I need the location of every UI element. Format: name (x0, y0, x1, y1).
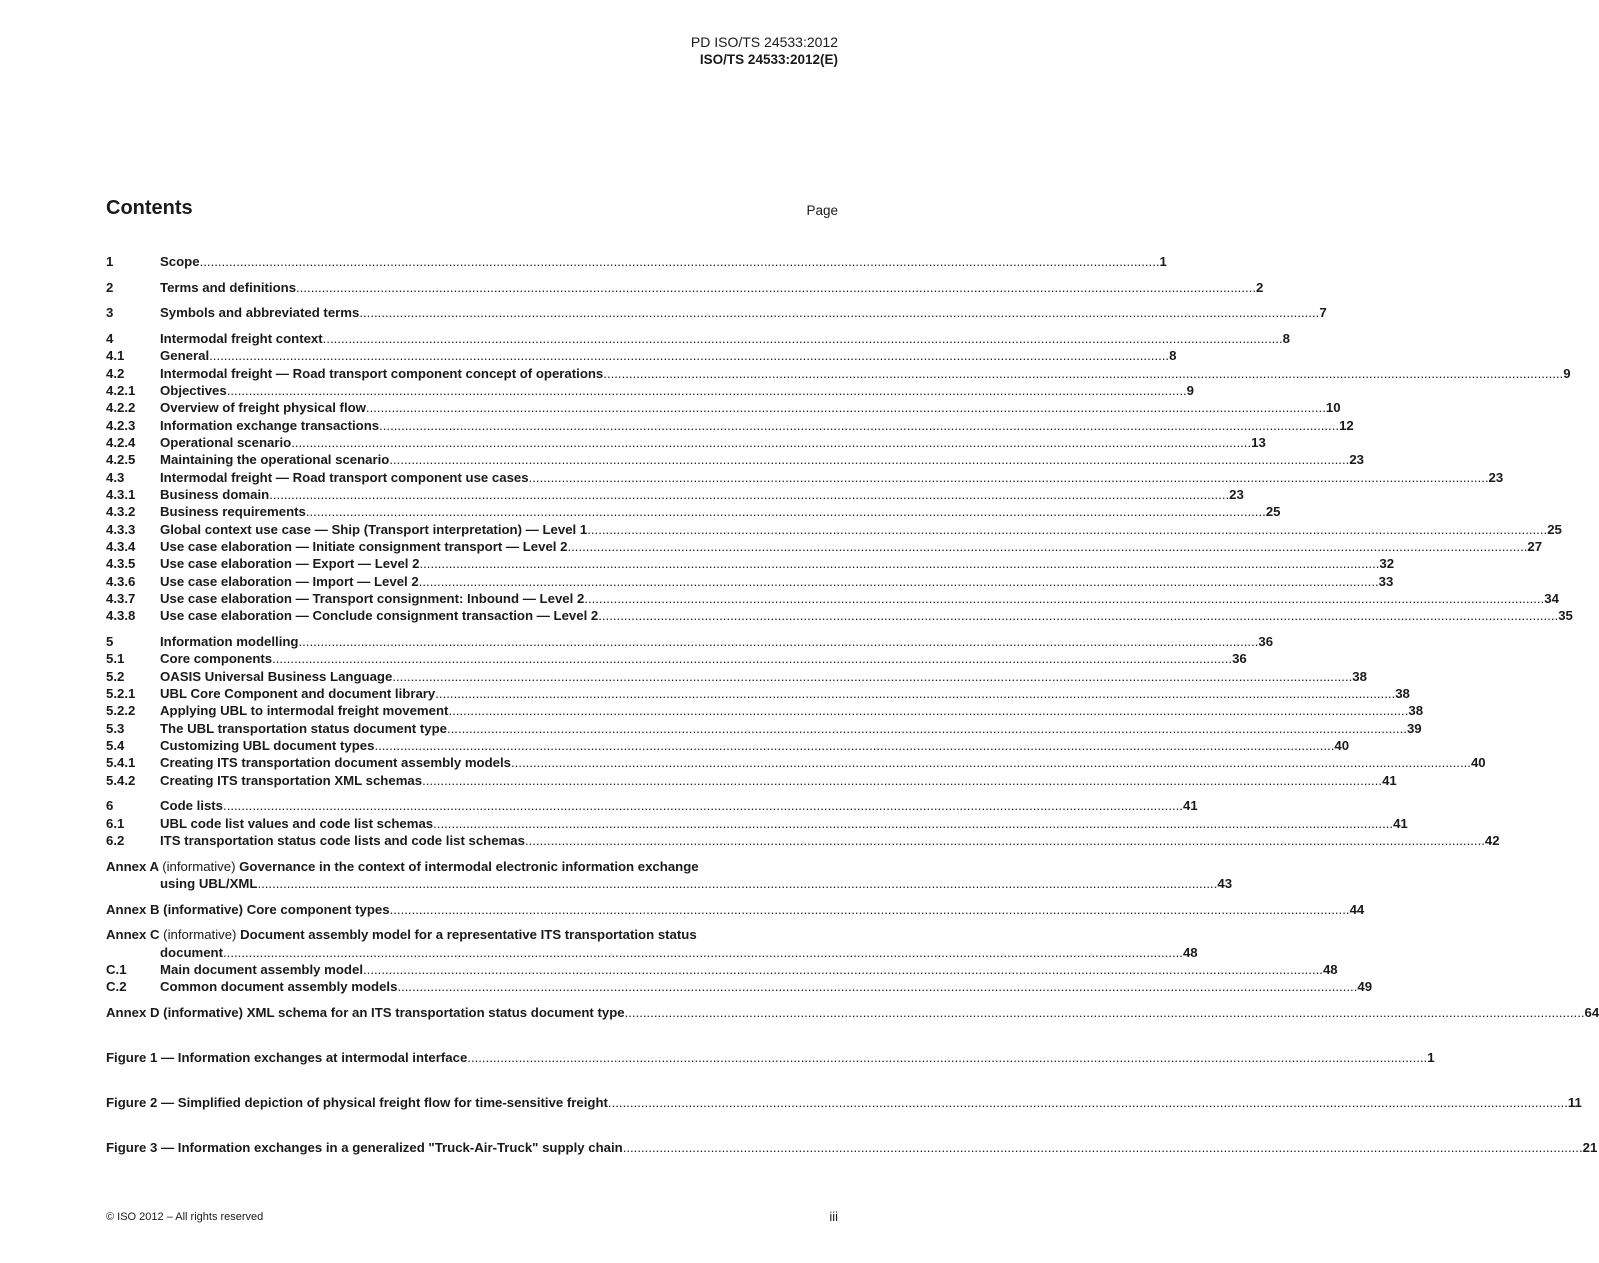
toc-entry-title: Use case elaboration — Import — Level 2 (160, 573, 419, 589)
toc-entry[interactable] (106, 668, 1367, 685)
dot-leader (359, 304, 1319, 321)
toc-entry[interactable] (106, 503, 1281, 520)
toc-entry-title: Core components (160, 651, 273, 667)
annex-title: Core component types (246, 901, 390, 917)
dot-leader (587, 521, 1547, 538)
toc-entry-number: 4.3.3 (106, 521, 136, 537)
annex-page: 64 (1584, 1005, 1599, 1021)
toc-entry-page: 23 (1488, 469, 1504, 485)
toc-entry[interactable] (106, 304, 1327, 321)
annex-title-line (106, 858, 837, 875)
dot-leader (435, 685, 1395, 702)
annex-informative: (informative) (163, 901, 244, 917)
dot-leader (567, 538, 1527, 555)
annex-title: Governance in the context of intermodal electronic information exchange (239, 858, 699, 874)
toc-entry-page: 9 (1563, 365, 1571, 381)
dot-leader (374, 737, 1334, 754)
toc-entry-title: Objectives (160, 382, 227, 398)
toc-entry-page: 8 (1282, 330, 1290, 346)
toc-annex-d[interactable] (106, 1004, 1599, 1021)
toc-entry-title: Operational scenario (160, 434, 292, 450)
table-of-contents (106, 253, 1599, 1156)
toc-entry-number: 5.1 (106, 651, 125, 667)
toc-entry-title: Terms and definitions (160, 279, 297, 295)
dot-leader (389, 451, 1349, 468)
toc-entry-page: 41 (1382, 772, 1397, 788)
dot-leader (296, 279, 1256, 296)
toc-entry[interactable] (106, 772, 1397, 789)
toc-entry[interactable] (106, 607, 1573, 624)
footer-page-number: iii (829, 1209, 838, 1224)
toc-entry-page: 42 (1484, 833, 1500, 849)
dot-leader (623, 1139, 1583, 1156)
toc-entry-title: Global context use case — Ship (Transport interpretation) — Level 1 (160, 521, 588, 537)
toc-entry-number: 4.3.5 (106, 556, 136, 572)
toc-entry-title: ITS transportation status code lists and code list schemas (160, 833, 525, 849)
annex-informative: (informative) (163, 927, 237, 943)
toc-entry-title: Main document assembly model (160, 962, 363, 978)
toc-entry[interactable] (106, 555, 1395, 572)
dot-leader (390, 901, 1350, 918)
toc-entry[interactable] (106, 832, 1500, 849)
toc-entry[interactable] (106, 399, 1341, 416)
toc-entry-title: Intermodal freight — Road transport component concept of operations (160, 365, 604, 381)
toc-entry[interactable] (106, 521, 1562, 538)
dot-leader (227, 382, 1187, 399)
toc-entry[interactable] (106, 702, 1424, 719)
toc-entry-page: 38 (1352, 668, 1367, 684)
dot-leader (306, 503, 1266, 520)
dot-leader (625, 1004, 1585, 1021)
toc-entry-number: 4.2.1 (106, 382, 136, 398)
toc-entry-number: 4.3.8 (106, 608, 136, 624)
toc-entry[interactable] (106, 978, 1373, 995)
toc-entry[interactable] (106, 347, 1177, 364)
spacer (106, 1111, 837, 1139)
annex-page: 43 (1217, 876, 1233, 892)
toc-entry-title: Common document assembly models (160, 979, 398, 995)
annex-heading (106, 901, 390, 918)
spacer (106, 996, 837, 1004)
toc-figure-entry[interactable] (106, 1139, 1598, 1156)
annex-title-continuation (106, 875, 1233, 892)
dot-leader (223, 944, 1183, 961)
toc-entry[interactable] (106, 434, 1266, 451)
toc-entry-page: 36 (1232, 651, 1247, 667)
toc-entry-page: 38 (1408, 703, 1424, 719)
toc-entry-number: 4.2.2 (106, 400, 136, 416)
toc-figure-entry[interactable] (106, 1049, 1435, 1066)
toc-entry-number: 5 (106, 634, 114, 650)
annex-title: Document assembly model for a representative ITS transportation status (240, 927, 697, 943)
toc-entry-page: 40 (1470, 755, 1486, 771)
toc-entry-title: Applying UBL to intermodal freight movement (160, 703, 449, 719)
toc-entry-title: Business requirements (160, 504, 306, 520)
toc-entry-title: Creating ITS transportation document assembly models (160, 755, 512, 771)
toc-entry-page: 40 (1334, 738, 1350, 754)
dot-leader (200, 253, 1160, 270)
dot-leader (291, 434, 1251, 451)
toc-entry-title: OASIS Universal Business Language (160, 668, 393, 684)
annex-label: Annex A (106, 858, 159, 874)
toc-entry-page: 11 (1567, 1094, 1582, 1110)
dot-leader (209, 347, 1169, 364)
toc-entry-number: 4.3.7 (106, 591, 136, 607)
toc-entry-title: Figure 3 — Information exchanges in a generalized "Truck-Air-Truck" supply chain (106, 1139, 623, 1155)
toc-annex-b[interactable] (106, 901, 1365, 918)
toc-entry-number: 4.2 (106, 365, 125, 381)
toc-entry-number: 6.2 (106, 833, 125, 849)
annex-page: 48 (1182, 944, 1198, 960)
toc-entry-page: 25 (1547, 521, 1562, 537)
toc-entry[interactable] (106, 815, 1408, 832)
dot-leader (397, 978, 1357, 995)
toc-entry-title: Intermodal freight — Road transport component use cases (160, 469, 529, 485)
toc-entry-number: 6.1 (106, 815, 125, 831)
toc-entry-page: 23 (1349, 452, 1364, 468)
toc-entry-number: 4.3.6 (106, 573, 136, 589)
toc-entry-title: Code lists (160, 798, 224, 814)
toc-entry-number: 5.2.2 (106, 703, 136, 719)
toc-entry-title: Information exchange transactions (160, 417, 380, 433)
toc-entry-page: 33 (1378, 573, 1394, 589)
toc-entry[interactable] (106, 451, 1364, 468)
toc-entry[interactable] (106, 486, 1244, 503)
toc-entry-number: 4.3.4 (106, 539, 136, 555)
toc-entry-number: 4.2.5 (106, 452, 136, 468)
toc-entry-page: 12 (1339, 417, 1354, 433)
toc-entry-title: Scope (160, 254, 200, 269)
dot-leader (269, 486, 1229, 503)
spacer (106, 892, 837, 900)
toc-annex-c[interactable] (106, 926, 1198, 961)
toc-entry-page: 1 (1427, 1050, 1435, 1066)
toc-entry[interactable] (106, 365, 1571, 382)
toc-entry-number: 5.2.1 (106, 686, 136, 702)
annex-title-continuation (106, 944, 1198, 961)
toc-entry[interactable] (106, 279, 1264, 296)
toc-entry-title: Symbols and abbreviated terms (160, 305, 360, 321)
toc-entry-title: UBL Core Component and document library (160, 686, 436, 702)
toc-entry-number: 1 (106, 254, 114, 269)
toc-entry-page: 7 (1319, 305, 1327, 321)
dot-leader (448, 702, 1408, 719)
toc-entry[interactable] (106, 754, 1486, 771)
toc-entry-number: 5.2 (106, 668, 125, 684)
toc-entry-number: 5.4.2 (106, 772, 136, 788)
toc-entry-number: 5.4 (106, 738, 125, 754)
spacer (106, 270, 837, 278)
toc-entry[interactable] (106, 737, 1350, 754)
toc-entry-page: 36 (1258, 634, 1274, 650)
toc-entry-page: 27 (1527, 539, 1543, 555)
annex-title-continued: using UBL/XML (160, 876, 258, 892)
annex-label: Annex D (106, 1005, 160, 1021)
toc-entry-number: 4.3.2 (106, 504, 136, 520)
annex-title: XML schema for an ITS transportation status document type (246, 1005, 625, 1021)
toc-entry-page: 49 (1357, 979, 1373, 995)
toc-entry-page: 41 (1393, 815, 1408, 831)
toc-entry-number: 4.1 (106, 348, 125, 364)
dot-leader (272, 650, 1232, 667)
annex-heading (106, 1004, 625, 1021)
page-column-label: Page (806, 203, 838, 218)
toc-entry-page: 38 (1395, 686, 1410, 702)
toc-entry-page: 8 (1169, 348, 1177, 364)
toc-entry[interactable] (106, 650, 1247, 667)
toc-entry-title: The UBL transportation status document type (160, 720, 447, 736)
toc-entry-number: 4.3 (106, 469, 125, 485)
toc-entry-title: Information modelling (160, 634, 299, 650)
dot-leader (298, 633, 1258, 650)
dot-leader (525, 832, 1485, 849)
toc-entry-page: 23 (1229, 487, 1244, 503)
toc-entry-title: Overview of freight physical flow (160, 400, 366, 416)
spacer (106, 789, 837, 797)
annex-label: Annex B (106, 901, 160, 917)
toc-entry-number: 4 (106, 330, 114, 346)
toc-entry-page: 9 (1186, 382, 1195, 398)
toc-entry[interactable] (106, 685, 1410, 702)
toc-entry-page: 25 (1265, 504, 1281, 520)
toc-entry-title: Use case elaboration — Export — Level 2 (160, 556, 420, 572)
toc-entry-page: 35 (1558, 608, 1573, 624)
toc-entry-title: General (160, 348, 210, 364)
toc-entry-title: Customizing UBL document types (160, 738, 375, 754)
dot-leader (323, 330, 1283, 347)
spacer (106, 1021, 837, 1049)
toc-entry[interactable] (106, 633, 1274, 650)
toc-entry-number: 6 (106, 798, 114, 814)
toc-entry-number: C.1 (106, 962, 127, 978)
annex-title-line (106, 926, 837, 943)
toc-entry-title: Use case elaboration — Transport consignment: Inbound — Level 2 (160, 591, 585, 607)
dot-leader (419, 555, 1379, 572)
toc-entry-page: 39 (1406, 720, 1422, 736)
toc-entry[interactable] (106, 330, 1290, 347)
toc-entry-page: 10 (1325, 400, 1341, 416)
spacer (106, 625, 837, 633)
toc-annex-a[interactable] (106, 858, 1233, 893)
contents-title: Contents (106, 197, 193, 219)
toc-entry[interactable] (106, 382, 1195, 399)
dot-leader (422, 772, 1382, 789)
toc-entry-title: Intermodal freight context (160, 330, 323, 346)
dot-leader (392, 668, 1352, 685)
toc-entry-title: Creating ITS transportation XML schemas (160, 772, 423, 788)
toc-entry[interactable] (106, 417, 1354, 434)
footer-copyright: © ISO 2012 – All rights reserved (106, 1211, 264, 1223)
toc-entry-number: 2 (106, 279, 114, 295)
contents-title-row (106, 197, 838, 223)
toc-entry-page: 2 (1256, 279, 1264, 295)
toc-entry-title: Use case elaboration — Initiate consignment transport — Level 2 (160, 539, 568, 555)
dot-leader (223, 797, 1183, 814)
annex-label: Annex C (106, 927, 160, 943)
header-line-1: PD ISO/TS 24533:2012 (690, 34, 838, 50)
toc-entry-number: 5.3 (106, 720, 125, 736)
toc-entry[interactable] (106, 573, 1394, 590)
annex-page: 44 (1349, 901, 1365, 917)
toc-figure-entry[interactable] (106, 1094, 1582, 1111)
dot-leader (366, 399, 1326, 416)
toc-entry-number: 5.4.1 (106, 755, 136, 771)
header-line-2: ISO/TS 24533:2012(E) (699, 52, 838, 67)
toc-entry-title: Maintaining the operational scenario (160, 452, 390, 468)
toc-entry[interactable] (106, 253, 1167, 270)
toc-entry-number: C.2 (106, 979, 127, 995)
toc-entry-page: 48 (1322, 962, 1338, 978)
toc-entry-title: Figure 1 — Information exchanges at intermodal interface (106, 1050, 468, 1066)
toc-entry-page: 1 (1159, 254, 1167, 269)
annex-informative: (informative) (163, 1005, 244, 1021)
toc-entry-title: Figure 2 — Simplified depiction of physical freight flow for time-sensitive freight (106, 1094, 608, 1110)
toc-entry-title: UBL code list values and code list schemas (160, 815, 434, 831)
dot-leader (511, 754, 1471, 771)
dot-leader (529, 469, 1489, 486)
spacer (106, 322, 837, 330)
toc-entry[interactable] (106, 961, 1338, 978)
annex-informative: (informative) (162, 858, 236, 874)
toc-entry-page: 21 (1582, 1139, 1598, 1155)
toc-entry-page: 13 (1251, 434, 1266, 450)
dot-leader (363, 961, 1323, 978)
dot-leader (598, 607, 1558, 624)
toc-entry[interactable] (106, 469, 1504, 486)
toc-entry-number: 4.3.1 (106, 487, 136, 503)
toc-entry-number: 4.2.4 (106, 434, 136, 450)
toc-entry-page: 41 (1182, 798, 1198, 814)
toc-entry[interactable] (106, 590, 1559, 607)
annex-title-continued: document (160, 944, 224, 960)
spacer (106, 918, 837, 926)
dot-leader (603, 365, 1563, 382)
toc-entry-title: Use case elaboration — Conclude consignment transaction — Level 2 (160, 608, 599, 624)
spacer (106, 849, 837, 857)
toc-entry[interactable] (106, 720, 1422, 737)
toc-entry[interactable] (106, 797, 1198, 814)
dot-leader (584, 590, 1544, 607)
dot-leader (608, 1094, 1568, 1111)
spacer (106, 1066, 837, 1094)
spacer (106, 296, 837, 304)
dot-leader (447, 720, 1407, 737)
document-header (691, 34, 838, 68)
toc-entry-title: Business domain (160, 487, 270, 503)
dot-leader (433, 815, 1393, 832)
toc-entry[interactable] (106, 538, 1543, 555)
dot-leader (257, 875, 1217, 892)
dot-leader (419, 573, 1379, 590)
toc-entry-number: 3 (106, 305, 114, 321)
dot-leader (467, 1049, 1427, 1066)
dot-leader (379, 417, 1339, 434)
toc-entry-page: 32 (1379, 556, 1395, 572)
toc-entry-number: 4.2.3 (106, 417, 136, 433)
toc-entry-page: 34 (1544, 591, 1559, 607)
